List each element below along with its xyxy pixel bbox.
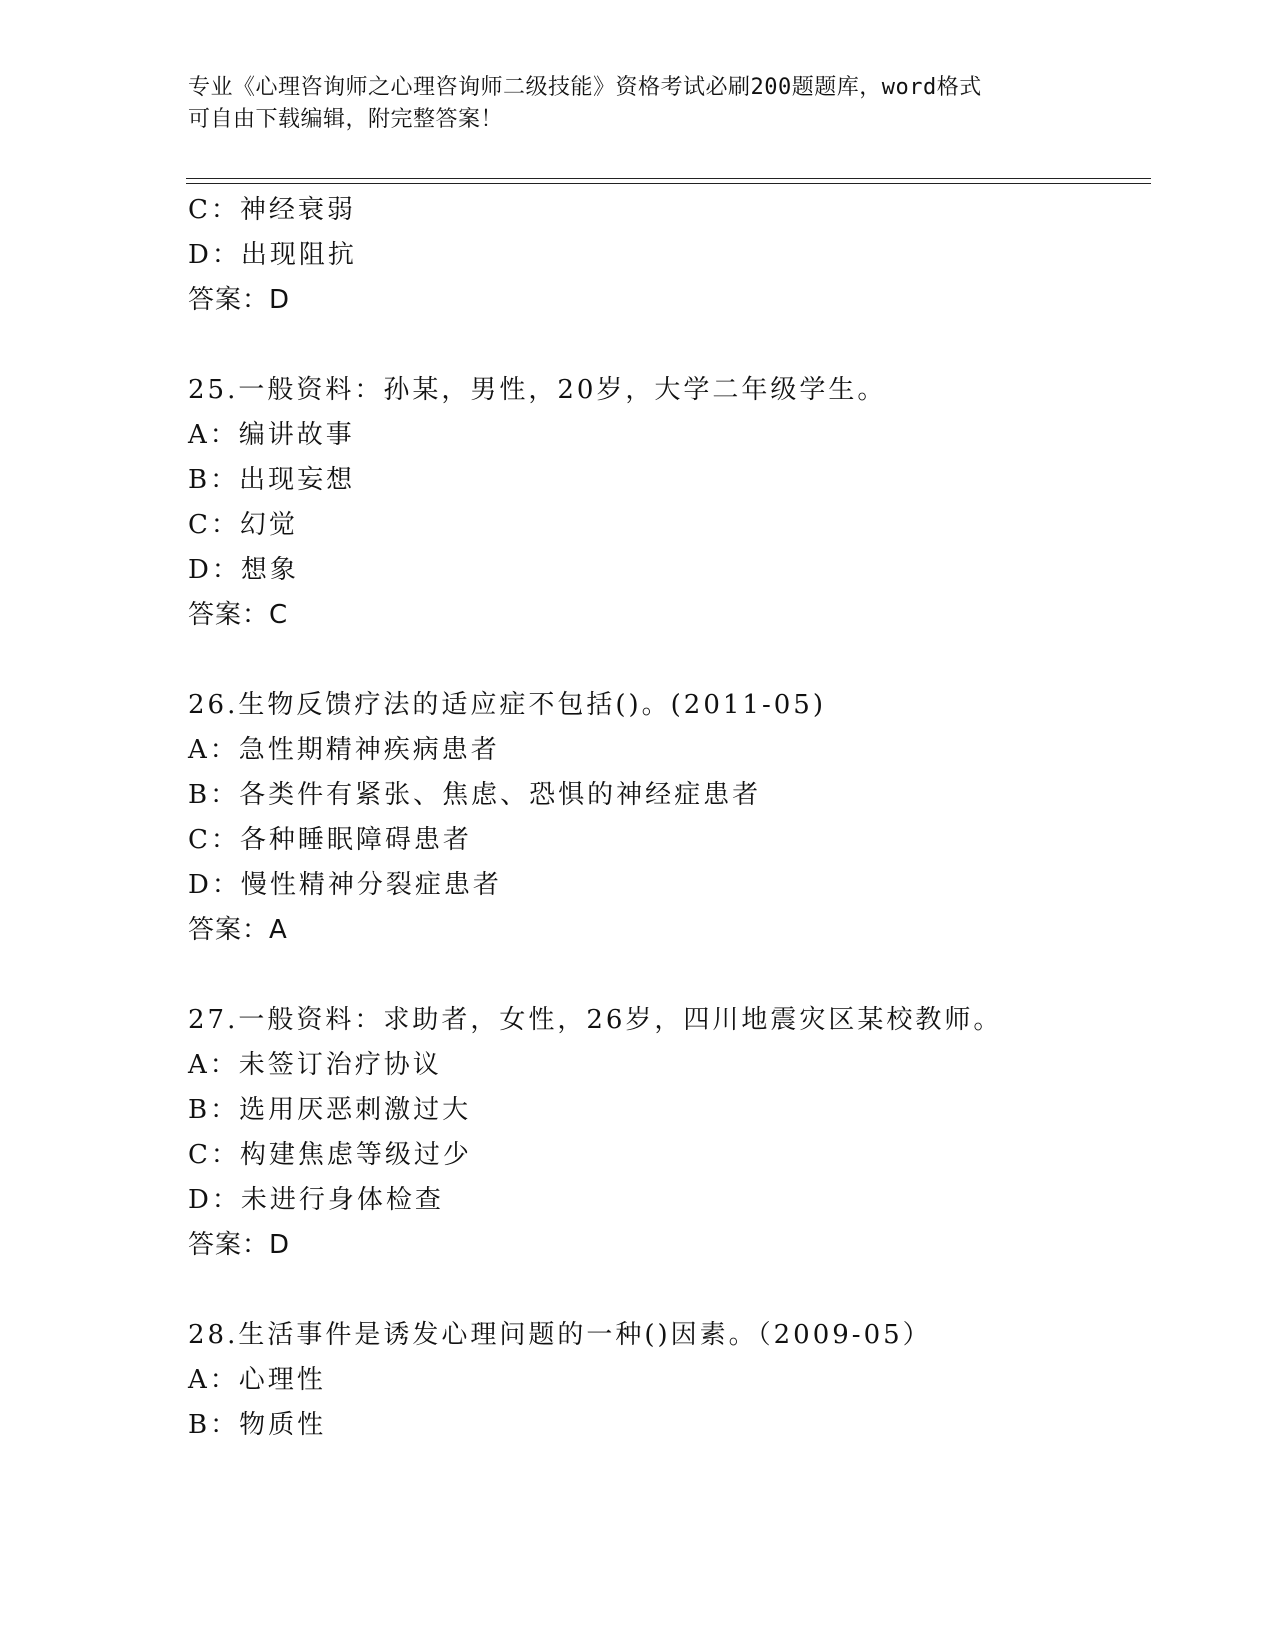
question-25 <box>188 368 1148 638</box>
question-stem: 26.生物反馈疗法的适应症不包括()。(2011-05) <box>188 690 826 720</box>
question-stem: 27.一般资料：求助者，女性，26岁，四川地震灾区某校教师。 <box>188 1005 1003 1035</box>
option-a: A：未签订治疗协议 <box>188 1050 442 1080</box>
option-c: C：神经衰弱 <box>188 195 356 225</box>
option-b: B：选用厌恶刺激过大 <box>188 1095 472 1125</box>
answer-line: 答案：D <box>188 285 291 315</box>
option-a: A：急性期精神疾病患者 <box>188 735 500 765</box>
question-list <box>188 188 1148 1448</box>
spacer <box>188 953 1148 998</box>
option-d: D：想象 <box>188 555 299 585</box>
spacer <box>188 1268 1148 1313</box>
spacer <box>188 638 1148 683</box>
option-c: C：幻觉 <box>188 510 298 540</box>
answer-line: 答案：C <box>188 600 289 630</box>
header-title-line-2: 可自由下载编辑，附完整答案！ <box>188 107 504 132</box>
header-title-line-1: 专业《心理咨询师之心理咨询师二级技能》资格考试必刷200题题库，word格式 <box>188 75 982 100</box>
option-d: D：出现阻抗 <box>188 240 357 270</box>
question-27 <box>188 998 1148 1268</box>
option-c: C：各种睡眠障碍患者 <box>188 825 472 855</box>
option-a: A：编讲故事 <box>188 420 355 450</box>
header-divider-top <box>186 178 1151 179</box>
option-b: B：物质性 <box>188 1410 327 1440</box>
option-b: B：出现妄想 <box>188 465 356 495</box>
spacer <box>188 323 1148 368</box>
option-c: C：构建焦虑等级过少 <box>188 1140 472 1170</box>
header-divider-bottom <box>186 183 1151 184</box>
question-26 <box>188 683 1148 953</box>
answer-line: 答案：A <box>188 915 288 945</box>
option-d: D：慢性精神分裂症患者 <box>188 870 502 900</box>
answer-line: 答案：D <box>188 1230 291 1260</box>
option-d: D：未进行身体检查 <box>188 1185 444 1215</box>
question-24-continued <box>188 188 1148 323</box>
option-b: B：各类件有紧张、焦虑、恐惧的神经症患者 <box>188 780 762 810</box>
question-stem: 28.生活事件是诱发心理问题的一种()因素。（2009-05） <box>188 1320 932 1350</box>
option-a: A：心理性 <box>188 1365 326 1395</box>
question-28 <box>188 1313 1148 1448</box>
document-header <box>188 72 1088 136</box>
question-stem: 25.一般资料：孙某，男性，20岁，大学二年级学生。 <box>188 375 887 405</box>
